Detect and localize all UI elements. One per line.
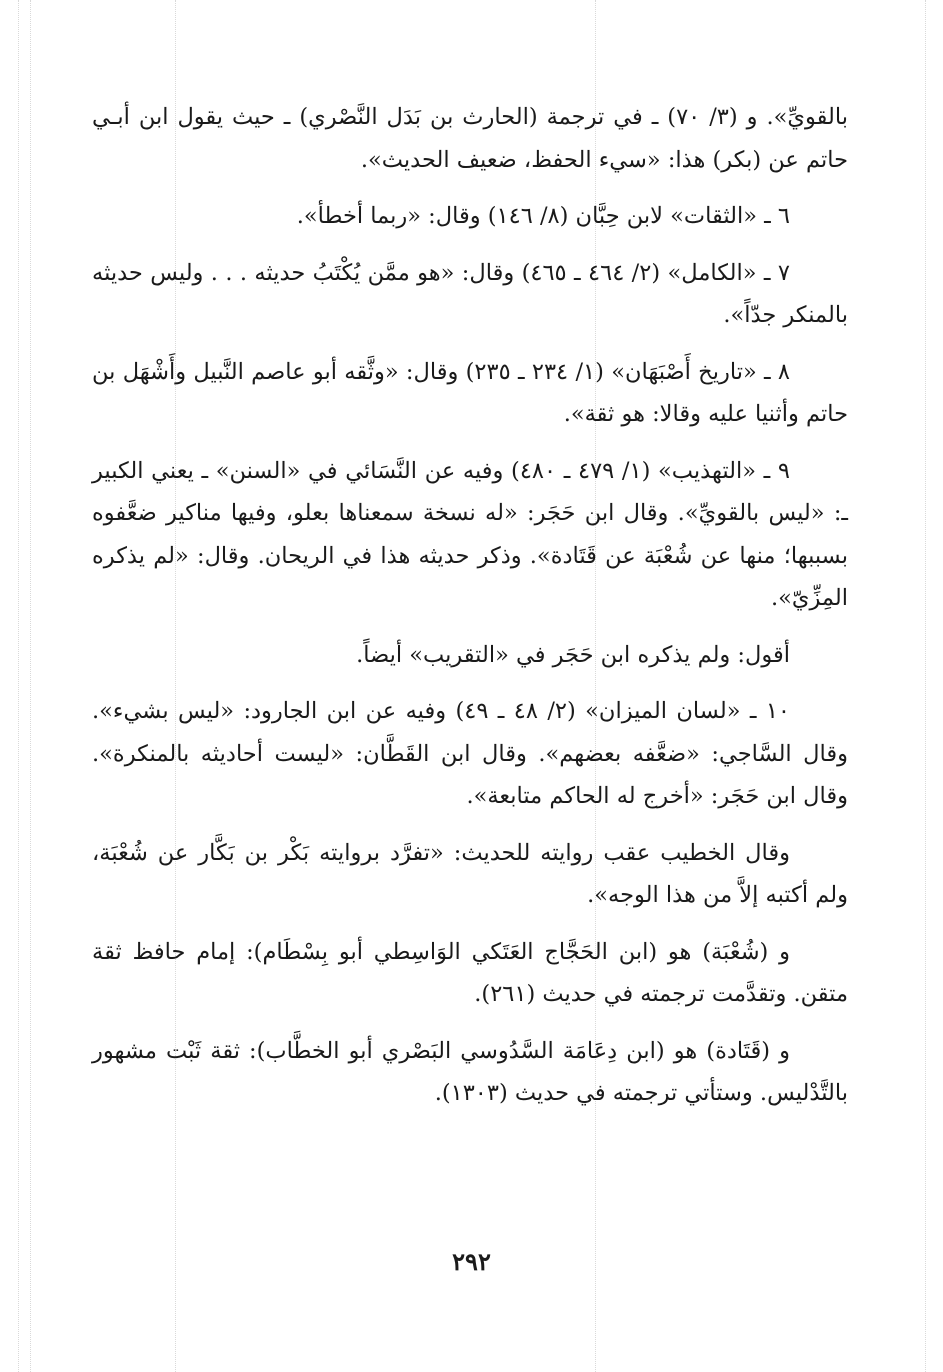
- scan-guide-line: [925, 0, 926, 1372]
- scan-guide-line: [30, 0, 31, 1372]
- paragraph: بالقويِّ». و (٣/ ٧٠) ـ في ترجمة (الحارث بن بَدَل النَّصْري) ـ حيث يقول ابن أبـي حاتم عن (بكر) هذا: «سيء الحفظ، ضعيف الحديث».: [92, 104, 848, 173]
- paragraph: ٨ ـ «تاريخ أَصْبَهَان» (١/ ٢٣٤ ـ ٢٣٥) وقال: «وثَّقه أبو عاصم النَّبيل وأَشْهَل بن حاتم وأثنيا عليه وقالا: هو ثقة».: [92, 358, 848, 427]
- paragraph: ١٠ ـ «لسان الميزان» (٢/ ٤٨ ـ ٤٩) وفيه عن ابن الجارود: «ليس بشيء». وقال السَّاجي: «ضعَّفه بعضهم». وقال ابن القَطَّان: «ليست أحاديثه بالمنكرة». وقال ابن حَجَر: «أخرج له الحاكم متابعة».: [92, 698, 848, 809]
- page-number: ٢٩٢: [452, 1247, 491, 1276]
- paragraph: أقول: ولم يذكره ابن حَجَر في «التقريب» أيضاً.: [356, 641, 790, 668]
- paragraph: و (قَتَادة) هو (ابن دِعَامَة السَّدُوسي البَصْري أبو الخطَّاب): ثقة ثَبْت مشهور بالتَّدْليس. وستأتي ترجمته في حديث (١٣٠٣).: [92, 1037, 848, 1106]
- paragraph: ٦ ـ «الثقات» لابن حِبَّان (٨/ ١٤٦) وقال: «ربما أخطأ».: [296, 203, 790, 229]
- body-text: [92, 96, 848, 1129]
- paragraph: و (شُعْبَة) هو (ابن الحَجَّاج العَتَكي الوَاسِطي أبو بِسْطَام): إمام حافظ ثقة متقن. وتقدَّمت ترجمته في حديث (٢٦١).: [92, 938, 848, 1007]
- paragraph: ٩ ـ «التهذيب» (١/ ٤٧٩ ـ ٤٨٠) وفيه عن النَّسَائي في «السنن» ـ يعني الكبير ـ: «ليس بالقويِّ». وقال ابن حَجَر: «له نسخة سمعناها بعلو، وفيها مناكير ضعَّفوه بسببها؛ منها عن شُعْبَة عن قَتَادة». وذكر حديثه هذا في الريحان. وقال: «لم يذكره المِزِّيّ».: [92, 457, 848, 611]
- scan-guide-line: [18, 0, 19, 1372]
- paragraph: ٧ ـ «الكامل» (٢/ ٤٦٤ ـ ٤٦٥) وقال: «هو ممَّن يُكْتَبُ حديثه . . . وليس حديثه بالمنكر جدّاً».: [92, 259, 848, 328]
- paragraph: وقال الخطيب عقب روايته للحديث: «تفرَّد بروايته بَكْر بن بَكَّار عن شُعْبَة، ولم أكتبه إلاَّ من هذا الوجه».: [92, 839, 848, 908]
